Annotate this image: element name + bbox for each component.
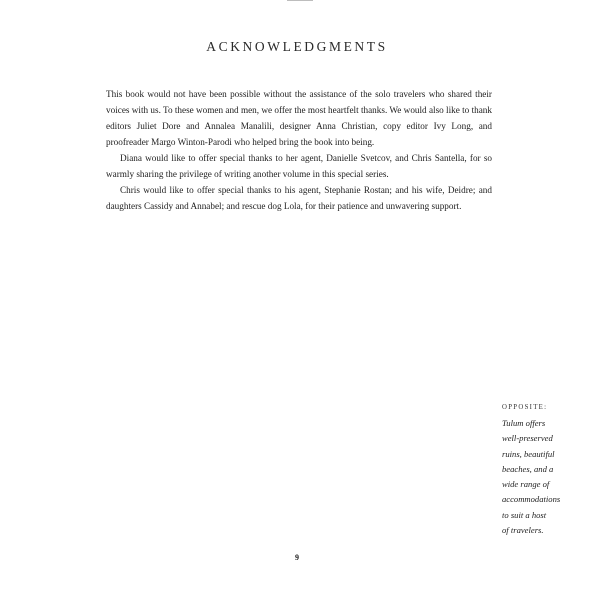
caption-line: well-preserved (502, 433, 553, 444)
caption-label: OPPOSITE: (502, 404, 548, 411)
caption-line: accommodations (502, 494, 561, 505)
page-number: 9 (295, 553, 299, 562)
photo-caption (502, 400, 574, 538)
caption-line: to suit a host (502, 509, 547, 520)
caption-line: of travelers. (502, 525, 544, 536)
acknowledgments-body (106, 86, 492, 214)
caption-line: ruins, beautiful (502, 448, 555, 459)
top-edge-mark (287, 0, 313, 1)
caption-line: beaches, and a (502, 463, 554, 474)
paragraph-chris-thanks: Chris would like to offer special thanks to his agent, Stephanie Rostan; and his wife, Deidre; and daughters Cassidy and Annabel; and rescue dog Lola, for their patience and unwavering support. (106, 185, 492, 211)
paragraph-diana-thanks: Diana would like to offer special thanks to her agent, Danielle Svetcov, and Chris Santella, for so warmly sharing the privilege of writing another volume in this special series. (106, 153, 492, 179)
page-title: ACKNOWLEDGMENTS (206, 39, 388, 54)
paragraph-thanks-travelers: This book would not have been possible without the assistance of the solo travelers who shared their voices with us. To these women and men, we offer the most heartfelt thanks. We would also like to thank editors Juliet Dore and Annalea Manalili, designer Anna Christian, copy editor Ivy Long, and proofreader Margo Winton-Parodi who helped bring the book into being. (106, 89, 492, 147)
caption-line: wide range of (502, 479, 550, 490)
caption-line: Tulum offers (502, 418, 546, 428)
